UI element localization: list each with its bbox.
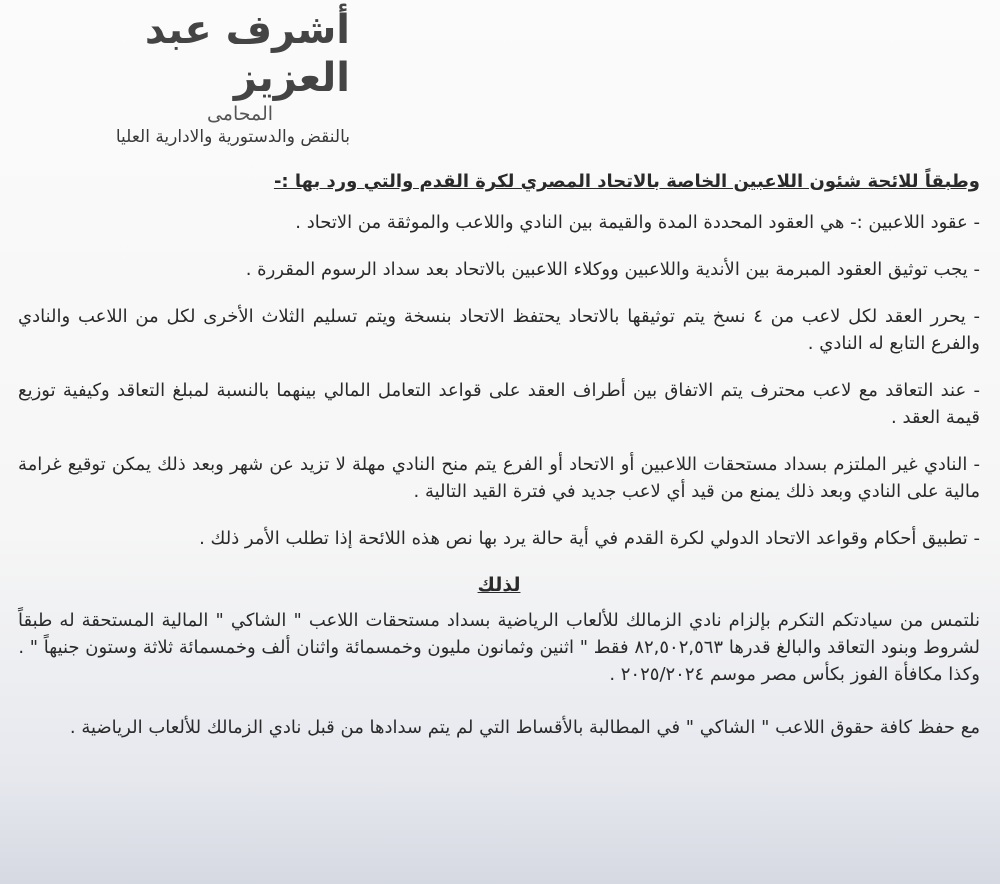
conclusion-heading: لذلك [477, 574, 521, 596]
clause-player-contracts: - عقود اللاعبين :- هي العقود المحددة المدة والقيمة بين النادي واللاعب والموثقة من الاتحاد . [295, 212, 980, 233]
clause-contract-copies: - يحرر العقد لكل لاعب من ٤ نسخ يتم توثيقها بالاتحاد يحتفظ الاتحاد بنسخة ويتم تسليم الثلاث الأخرى لكل من اللاعب والنادي والفرع التابع له النادي . [18, 306, 980, 354]
document-body [18, 168, 980, 741]
reservation-paragraph: مع حفظ كافة حقوق اللاعب " الشاكي " في المطالبة بالأقساط التي لم يتم سدادها من قبل نادي الزمالك للألعاب الرياضية . [69, 717, 980, 738]
lawyer-name: أشرف عبد العزيز [144, 7, 350, 101]
clause-contract-registration: - يجب توثيق العقود المبرمة بين الأندية واللاعبين ووكلاء اللاعبين بالاتحاد بعد سداد الرسوم المقررة . [245, 259, 980, 280]
clause-professional-contract: - عند التعاقد مع لاعب محترف يتم الاتفاق بين أطراف العقد على قواعد التعامل المالي بينهما بالنسبة لمبلغ التعاقد وكيفية توزيع قيمة العقد . [18, 380, 980, 428]
lawyer-title: المحامى [206, 103, 274, 125]
lawyer-court-level: بالنقض والدستورية والادارية العليا [115, 127, 350, 147]
reward-paragraph: وكذا مكافأة الفوز بكأس مصر موسم ٢٠٢٥/٢٠٢٤ . [609, 664, 980, 685]
intro-heading: وطبقاً للائحة شئون اللاعبين الخاصة بالاتحاد المصري لكرة القدم والتي ورد بها :- [273, 171, 980, 192]
request-paragraph: نلتمس من سيادتكم التكرم بإلزام نادي الزمالك للألعاب الرياضية بسداد مستحقات اللاعب " الشاكي " المالية المستحقة له طبقاً لشروط وبنود التعاقد والبالغ قدرها ٨٢,٥٠٢,٥٦٣ فقط " اثنين وثمانون مليون وخمسمائة واثنان ألف وخمسمائة ثلاثة وستون جنيهاً " . [18, 610, 980, 658]
letterhead [20, 6, 350, 148]
clause-fifa-rules: - تطبيق أحكام وقواعد الاتحاد الدولي لكرة القدم في أية حالة يرد بها نص هذه اللائحة إذا تطلب الأمر ذلك . [199, 528, 980, 549]
clause-non-paying-club: - النادي غير الملتزم بسداد مستحقات اللاعبين أو الاتحاد أو الفرع يتم منح النادي مهلة لا تزيد عن شهر وبعد ذلك يمكن توقيع غرامة مالية على النادي وبعد ذلك يمنع من قيد أي لاعب جديد في فترة القيد التالية . [18, 454, 980, 502]
